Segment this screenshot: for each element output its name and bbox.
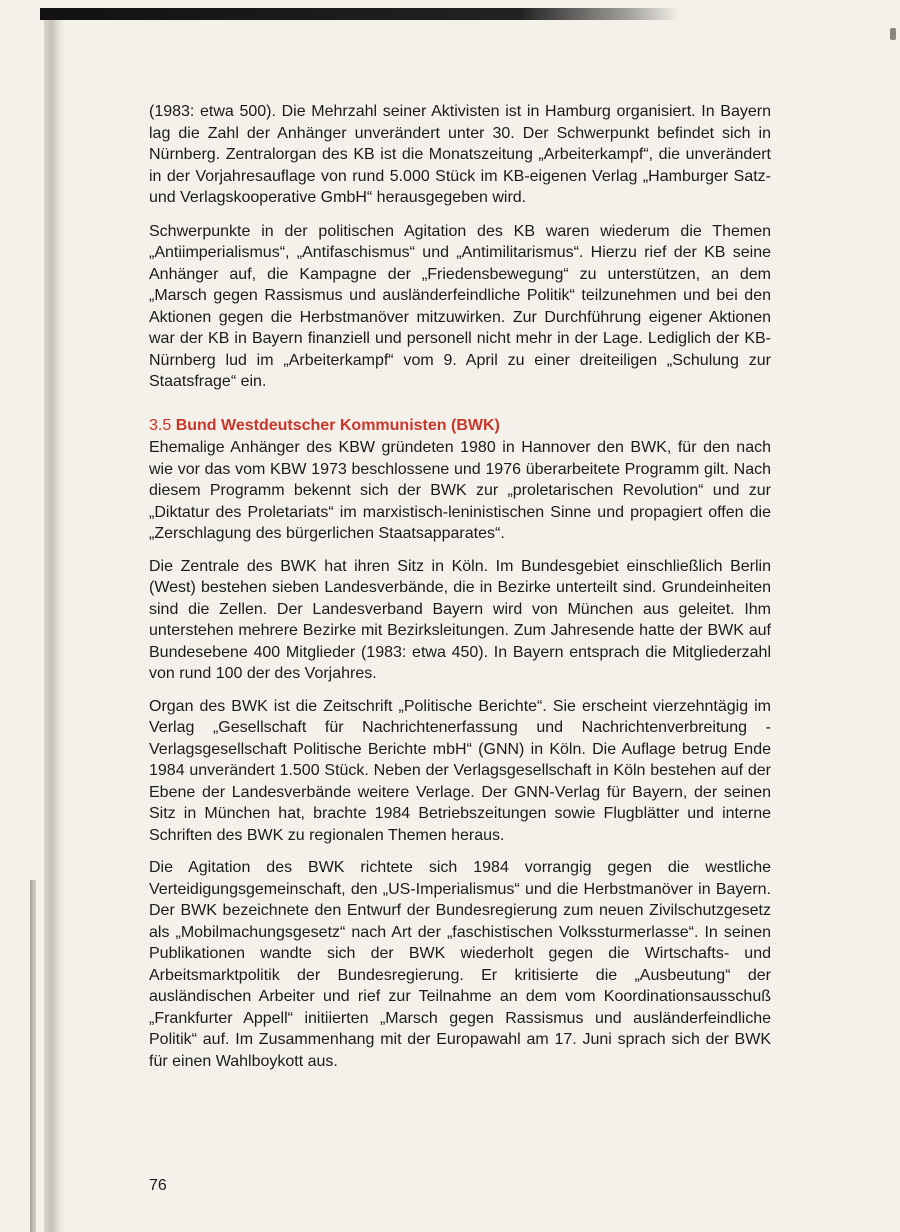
paragraph-kb-membership: (1983: etwa 500). Die Mehrzahl seiner Aktivisten ist in Hamburg organisiert. In Bayern lag die Zahl der Anhänger unverändert unter 30. Der Schwerpunkt befindet sich in Nürnberg. Zentralorgan des KB ist die Monatszeitung „Arbeiterkampf“, die unverändert in der Vorjahresauflage von rund 5.000 Stück im KB-eigenen Verlag „Hamburger Satz- und Verlagskooperative GmbH“ herausgegeben wird.: [149, 103, 771, 206]
section-heading: [149, 415, 771, 437]
book-spine-edge: [30, 880, 36, 1232]
scan-corner-mark: [890, 28, 896, 40]
section-title: Bund Westdeutscher Kommunisten (BWK): [175, 416, 500, 434]
paragraph-kb-agitation: Schwerpunkte in der politischen Agitation des KB waren wiederum die Themen „Antiimperialismus“, „Antifaschismus“ und „Antimilitarismus“. Hierzu rief der KB seine Anhänger auf, die Kampagne der „Friedensbewegung“ zu unterstützen, an dem „Marsch gegen Rassismus und ausländerfeindliche Politik“ teilzunehmen und bei den Aktionen gegen die Herbstmanöver mitzuwirken. Zur Durchführung eigener Aktionen war der KB in Bayern finanziell und personell nicht mehr in der Lage. Lediglich der KB-Nürnberg lud im „Arbeiterkampf“ vom 9. April zu einer dreiteiligen „Schulung zur Staatsfrage“ ein.: [149, 222, 771, 390]
top-rule: [40, 8, 680, 20]
paragraph-bwk-publications: Organ des BWK ist die Zeitschrift „Politische Berichte“. Sie erscheint vierzehntägig im Verlag „Gesellschaft für Nachrichtenerfassung und Nachrichtenverbreitung - Verlagsgesellschaft Politische Berichte mbH“ (GNN) in Köln. Die Auflage betrug Ende 1984 unverändert 1.500 Stück. Neben der Verlagsgesellschaft in Köln bestehen auf der Ebene der Landesverbände weitere Verlage. Der GNN-Verlag für Bayern, der seinen Sitz in München hat, brachte 1984 Betriebszeitungen sowie Flugblätter und interne Schriften des BWK zu regionalen Themen heraus.: [149, 697, 771, 844]
paragraph-bwk-agitation: Die Agitation des BWK richtete sich 1984 vorrangig gegen die westliche Verteidigungsgemeinschaft, den „US-Imperialismus“ und die Herbstmanöver in Bayern. Der BWK bezeichnete den Entwurf der Bundesregierung zum neuen Zivilschutzgesetz als „Mobilmachungsgesetz“ nach Art der „faschistischen Volkssturmerlasse“. In seinen Publikationen wandte sich der BWK wiederholt gegen die Wirtschafts- und Arbeitsmarktpolitik der Bundesregierung. Er kritisierte die „Ausbeutung“ der ausländischen Arbeiter und rief zur Teilnahme an dem vom Koordinationsausschuß „Frankfurter Appell“ initiierten „Marsch gegen Rassismus und ausländerfeindliche Politik“ auf. Im Zusammenhang mit der Europawahl am 17. Juni sprach sich der BWK für einen Wahlboykott aus.: [149, 859, 771, 1070]
section-number: 3.5: [149, 416, 172, 434]
page-body: [149, 101, 771, 1083]
paragraph-bwk-structure: Die Zentrale des BWK hat ihren Sitz in Köln. Im Bundesgebiet einschließlich Berlin (West) bestehen sieben Landesverbände, die in Bezirke unterteilt sind. Grundeinheiten sind die Zellen. Der Landesverband Bayern wird von München aus geleitet. Ihm unterstehen mehrere Bezirke mit Bezirksleitungen. Zum Jahresende hatte der BWK auf Bundesebene 400 Mitglieder (1983: etwa 450). In Bayern entsprach die Mitgliederzahl von rund 100 der des Vorjahres.: [149, 557, 771, 682]
book-spine-shadow: [44, 20, 66, 1232]
paragraph-bwk-origin: Ehemalige Anhänger des KBW gründeten 1980 in Hannover den BWK, für den nach wie vor das vom KBW 1973 beschlossene und 1976 überarbeitete Programm gilt. Nach diesem Programm bekennt sich der BWK zur „proletarischen Revolution“ und zur „Diktatur des Proletariats“ im marxistisch-leninistischen Sinne und propagiert offen die „Zerschlagung des bürgerlichen Staatsapparates“.: [149, 439, 771, 542]
page-number: 76: [149, 1177, 167, 1194]
